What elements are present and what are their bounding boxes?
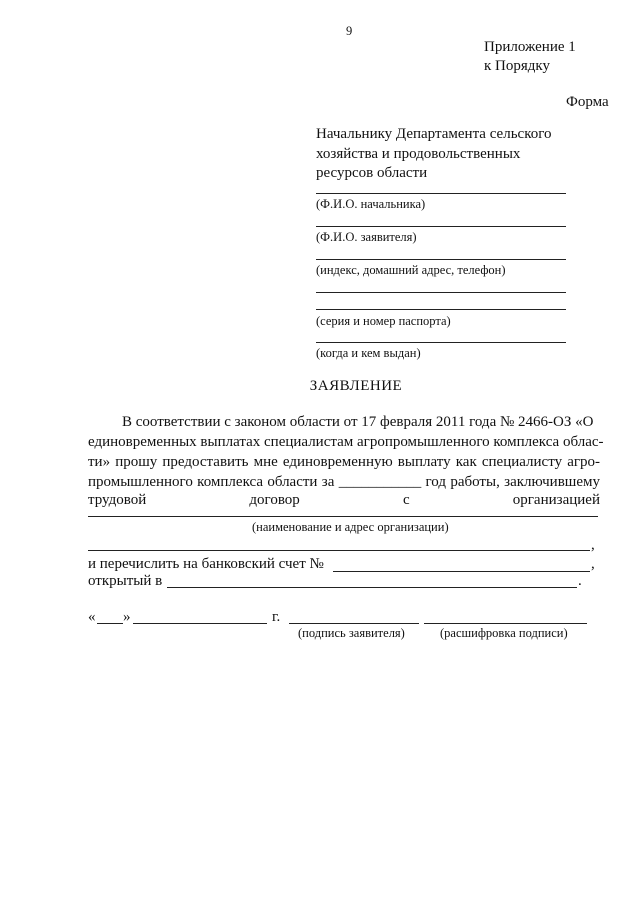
passport-line-2[interactable] [316, 309, 566, 310]
appendix-line-2: к Порядку [484, 58, 550, 74]
organization-caption: (наименование и адрес организации) [252, 520, 449, 534]
address-caption: (индекс, домашний адрес, телефон) [316, 263, 506, 277]
bank-account-comma: , [591, 556, 595, 572]
decryption-caption: (расшифровка подписи) [440, 626, 568, 640]
head-name-line[interactable] [316, 193, 566, 194]
body-line-4: промышленного комплекса области за ___________ год работы, заключившему [88, 474, 600, 490]
bank-account-field[interactable] [333, 571, 590, 572]
addressee-line-3: ресурсов области [316, 165, 428, 181]
date-month-field[interactable] [133, 623, 267, 624]
opened-in-field[interactable] [167, 587, 577, 588]
applicant-name-caption: (Ф.И.О. заявителя) [316, 230, 417, 244]
address-line[interactable] [316, 259, 566, 260]
date-close-quote: » [123, 609, 131, 625]
date-year-suffix: г. [272, 609, 281, 625]
organization-comma: , [591, 537, 595, 553]
form-label: Форма [566, 94, 609, 110]
word-organization: организацией [512, 492, 600, 508]
passport-line-1[interactable] [316, 292, 566, 293]
body-line-2: единовременных выплатах специалистам агропромышленного комплекса облас- [88, 434, 604, 450]
organization-line-2[interactable] [88, 550, 590, 551]
date-day-field[interactable] [97, 623, 123, 624]
issued-caption: (когда и кем выдан) [316, 346, 421, 360]
signature-caption: (подпись заявителя) [298, 626, 405, 640]
organization-line[interactable] [88, 516, 598, 517]
page-number: 9 [346, 24, 353, 38]
body-line-5 [88, 491, 600, 509]
head-name-caption: (Ф.И.О. начальника) [316, 197, 426, 211]
addressee-line-2: хозяйства и продовольственных [316, 146, 521, 162]
date-open-quote: « [88, 609, 96, 625]
decryption-field[interactable] [424, 623, 587, 624]
word-contract: договор [249, 492, 300, 508]
body-line-1 [88, 413, 600, 431]
body-line-3: ти» прошу предоставить мне единовременную выплату как специалисту агро- [88, 454, 600, 470]
word-with: с [402, 492, 410, 508]
signature-field[interactable] [289, 623, 419, 624]
appendix-line-1: Приложение 1 [484, 39, 576, 55]
opened-in-period: . [578, 573, 582, 589]
body-line-1-text: В соответствии с законом области от 17 февраля 2011 года № 2466-ОЗ «О [122, 414, 594, 430]
bank-account-label: и перечислить на банковский счет № [88, 556, 324, 572]
applicant-name-line[interactable] [316, 226, 566, 227]
document-title: ЗАЯВЛЕНИЕ [309, 378, 403, 394]
opened-in-label: открытый в [88, 573, 163, 589]
issued-line[interactable] [316, 342, 566, 343]
addressee-line-1: Начальнику Департамента сельского [316, 126, 552, 142]
word-labor: трудовой [88, 492, 147, 508]
passport-caption: (серия и номер паспорта) [316, 314, 451, 328]
